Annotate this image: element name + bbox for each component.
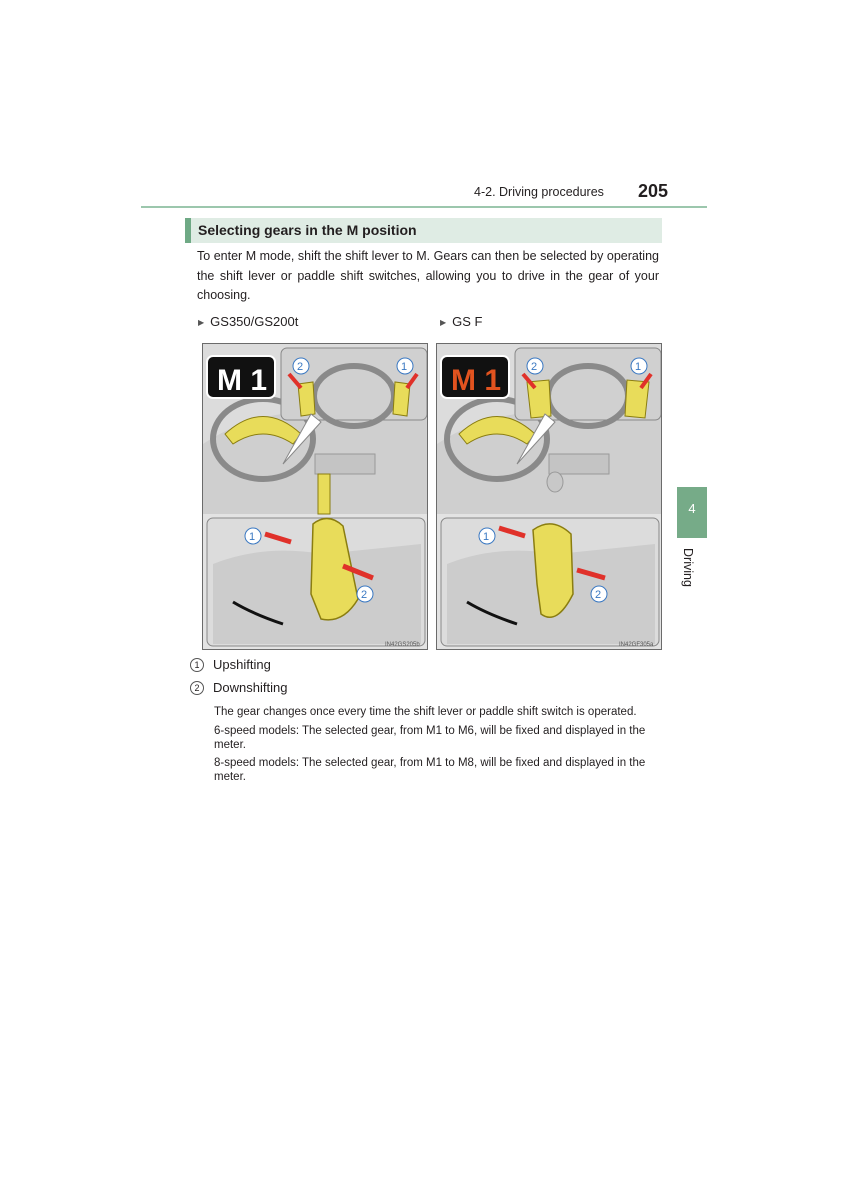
variant-label-gs350 [198,314,298,329]
callout-1: 1 [249,531,256,543]
figure-code: IN42GS205b [385,642,420,648]
section-heading-text: Selecting gears in the M position [198,222,417,238]
shift-illustration [203,344,428,650]
note-6-speed: 6-speed models: The selected gear, from M1 to M6, will be fixed and displayed in the meter. [214,725,646,751]
header-section-title: 4-2. Driving procedures [474,185,604,199]
figure-gsf-shift [436,343,662,650]
legend-text: Upshifting [213,657,271,672]
variant-label-text: GS F [452,314,483,329]
intro-paragraph: To enter M mode, shift the shift lever to M. Gears can then be selected by operating the shift lever or paddle shift switches, allowing you to drive in the gear of your choosing. [197,249,659,302]
number-circle-icon: 1 [190,658,204,672]
legend-text: Downshifting [213,680,288,695]
header-rule [141,206,707,208]
callout-1: 1 [401,361,408,373]
figure-code: IN42GF305a [619,642,654,648]
legend-upshifting [190,657,271,672]
variant-label-text: GS350/GS200t [210,314,299,329]
chapter-tab: 4 [677,487,707,538]
callout-2: 2 [361,589,368,601]
callout-1: 1 [483,531,490,543]
page-number: 205 [638,181,669,201]
legend-downshifting [190,680,287,695]
figure-gs350-shift [202,343,428,650]
bullet-triangle-icon: ▶ [198,318,205,327]
callout-2: 2 [297,361,304,373]
callout-2: 2 [595,589,602,601]
section-heading [185,218,662,243]
shift-illustration [437,344,662,650]
gear-display-text: M 1 [217,364,268,397]
callout-2: 2 [531,361,538,373]
chapter-label: Driving [681,548,695,587]
variant-label-gsf [440,314,483,329]
callout-1: 1 [635,361,642,373]
note-gear-change: The gear changes once every time the shift lever or paddle shift switch is operated. [214,706,637,718]
note-8-speed: 8-speed models: The selected gear, from M1 to M8, will be fixed and displayed in the meter. [214,757,646,783]
gear-display-text: M 1 [451,364,502,397]
bullet-triangle-icon: ▶ [440,318,447,327]
number-circle-icon: 2 [190,681,204,695]
